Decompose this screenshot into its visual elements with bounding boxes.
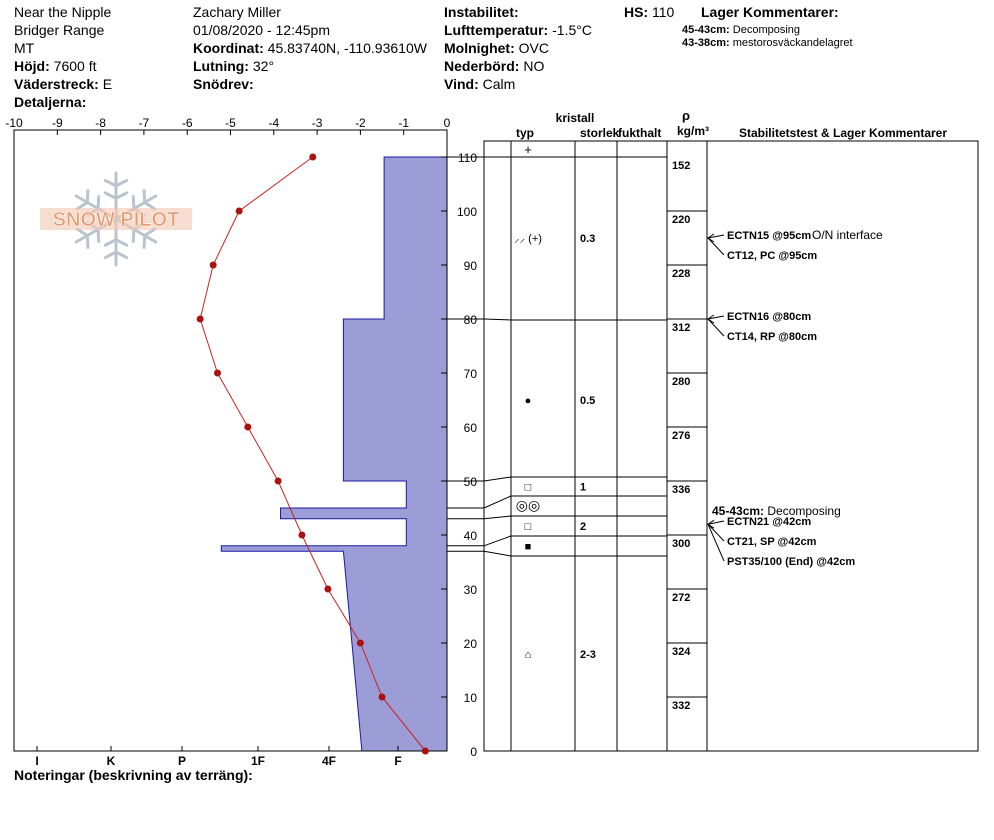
depth-tick-label: 20 [463, 637, 477, 651]
density-value: 152 [672, 160, 691, 172]
table-layer-comment: 45-43cm: Decomposing [712, 504, 841, 518]
temp-tick-label: -4 [268, 116, 280, 130]
elevation-value: 7600 ft [53, 58, 97, 74]
state-name: MT [14, 40, 35, 56]
grain-size-label: 1 [580, 481, 587, 494]
grain-type-surface: + [524, 142, 532, 157]
stability-arrow [708, 524, 724, 541]
stability-arrow [708, 524, 724, 561]
snowflake-branch [105, 252, 116, 257]
density-value: 324 [672, 646, 691, 658]
depth-tick-label: 0 [470, 745, 477, 759]
drift-label: Snödrev: [193, 76, 254, 92]
type-header: typ [516, 126, 534, 140]
slope-value: 32° [252, 58, 275, 74]
layer-comment-text: mestorosväckandelagret [732, 37, 853, 49]
notes-label: Noteringar (beskrivning av terräng): [14, 767, 253, 783]
grain-size-label: 0.3 [580, 233, 596, 245]
temperature-point [210, 262, 217, 269]
stability-test-label: CT12, PC @95cm [727, 250, 818, 262]
snowflake-branch [144, 236, 145, 248]
snowflake-branch [98, 197, 99, 209]
grain-size-label: 0.5 [580, 395, 596, 407]
depth-tick-label: 40 [463, 529, 477, 543]
hardness-tick-label: F [394, 754, 402, 768]
temp-tick-label: -7 [138, 116, 150, 130]
temperature-point [309, 154, 316, 161]
coordinate-value: 45.83740N, -110.93610W [267, 40, 427, 56]
density-value: 280 [672, 376, 691, 388]
snowflake-branch [116, 193, 127, 198]
temperature-point [236, 208, 243, 215]
depth-tick-label: 100 [456, 205, 477, 219]
temp-tick-label: -3 [311, 116, 323, 130]
snowflake-branch [77, 202, 87, 209]
grain-type-symbol: □ [524, 521, 532, 533]
observer-name: Zachary Miller [193, 4, 281, 20]
airtemp-value: -1.5°C [552, 22, 592, 38]
grain-type-symbol: ■ [524, 541, 532, 553]
stability-test-label: PST35/100 (End) @42cm [727, 556, 856, 568]
density-value: 220 [672, 214, 691, 226]
layer-comments-title: Lager Kommentarer: [701, 4, 839, 20]
hardness-tick-label: P [177, 754, 187, 768]
snowflake-branch [105, 240, 116, 245]
stability-arrow [708, 238, 724, 255]
temperature-point [197, 316, 204, 323]
temperature-point [214, 370, 221, 377]
sky-value: OVC [518, 40, 549, 56]
precip-label: Nederbörd: [444, 58, 520, 74]
stability-test-label: CT14, RP @80cm [727, 331, 818, 343]
depth-tick-label: 50 [463, 475, 477, 489]
stability-test-label: CT21, SP @42cm [727, 536, 817, 548]
stability-test-label: ECTN15 @95cm [727, 230, 812, 242]
temp-tick-label: -6 [181, 116, 193, 130]
hs-value: 110 [652, 4, 675, 20]
density-value: 312 [672, 322, 691, 334]
temperature-point [324, 586, 331, 593]
size-header: storlek [580, 126, 620, 140]
temperature-point [357, 640, 364, 647]
temp-tick-label: 0 [443, 116, 451, 130]
hs-label: HS: [624, 4, 649, 20]
aspect-label: Väderstreck: [14, 76, 99, 92]
density-value: 300 [672, 538, 691, 550]
hardness-profile [221, 157, 447, 751]
snowflake-branch [116, 252, 127, 257]
depth-tick-label: 90 [463, 259, 477, 273]
stability-arrow [708, 319, 724, 336]
temp-tick-label: -5 [225, 116, 236, 130]
layer-comment-range: 45-43cm: [682, 24, 730, 36]
snowflake-branch [98, 229, 99, 241]
crystal-header: kristall [555, 111, 595, 125]
temp-tick-label: -9 [51, 116, 63, 130]
temperature-point [298, 532, 305, 539]
snowflake-branch [105, 180, 116, 185]
snowflake-branch [87, 190, 88, 202]
hardness-tick-label: K [106, 754, 116, 768]
elevation-label: Höjd: [14, 58, 50, 74]
layer-comment-range: 43-38cm: [682, 37, 730, 49]
density-unit-header: kg/m³ [676, 124, 710, 138]
layer-boundary-connector [484, 496, 511, 508]
layer-boundary-connector [484, 551, 511, 556]
stability-test-label: ECTN21 @42cm [727, 516, 812, 528]
location-name: Near the Nipple [14, 4, 112, 20]
temp-tick-label: -1 [398, 116, 410, 130]
wind-value: Calm [482, 76, 516, 92]
depth-tick-label: 70 [463, 367, 477, 381]
instability-label: Instabilitet: [444, 4, 519, 20]
stability-test-note: O/N interface [812, 228, 883, 242]
hardness-tick-label: I [35, 754, 39, 768]
snowflake-branch [133, 197, 134, 209]
snowflake-branch [116, 180, 127, 185]
temperature-point [275, 478, 282, 485]
density-value: 336 [672, 484, 691, 496]
grain-type-symbol: □ [524, 481, 532, 494]
details-label: Detaljerna: [14, 94, 87, 110]
rho-header: ρ [681, 108, 691, 123]
temperature-point [244, 424, 251, 431]
stability-header: Stabilitetstest & Lager Kommentarer [738, 126, 948, 140]
depth-tick-label: 110 [457, 151, 477, 165]
snowflake-branch [105, 193, 116, 198]
temperature-point [422, 748, 429, 755]
temperature-point [379, 694, 386, 701]
range-name: Bridger Range [14, 22, 105, 38]
snowflake-branch [133, 229, 134, 241]
temp-tick-label: -8 [95, 116, 106, 130]
depth-tick-label: 60 [463, 421, 477, 435]
grain-type-symbol: ⸝⸝ (+) [514, 233, 542, 245]
temp-tick-label: -10 [5, 116, 23, 130]
depth-tick-label: 30 [463, 583, 477, 597]
coordinate-label: Koordinat: [193, 40, 264, 56]
layer-comment-text: Decomposing [732, 24, 801, 36]
layer-boundary-connector [484, 536, 511, 546]
snowpilot-logo [40, 173, 192, 265]
sky-label: Molnighet: [444, 40, 515, 56]
grain-size-label: 2-3 [580, 648, 596, 661]
watermark-text: SNOW PILOT [52, 209, 180, 231]
temp-tick-label: -2 [355, 116, 366, 130]
depth-tick-label: 10 [463, 691, 477, 705]
layer-boundary-connector [484, 477, 511, 481]
moisture-header: fukthalt [618, 126, 662, 140]
precip-value: NO [523, 58, 545, 74]
density-value: 272 [672, 592, 691, 604]
grain-type-symbol: ● [524, 395, 532, 407]
layer-boundary-connector [484, 319, 511, 320]
hardness-tick-label: 4F [321, 754, 337, 768]
snowflake-branch [145, 202, 155, 209]
density-value: 332 [672, 700, 691, 712]
airtemp-label: Lufttemperatur: [444, 22, 549, 38]
density-value: 276 [672, 430, 691, 442]
aspect-value: E [102, 76, 113, 92]
wind-label: Vind: [444, 76, 479, 92]
layer-boundary-connector [484, 516, 511, 519]
grain-type-symbol: ⌂ [524, 648, 532, 661]
slope-label: Lutning: [193, 58, 249, 74]
grain-type-symbol: ◎◎ [515, 497, 541, 513]
datetime: 01/08/2020 - 12:45pm [193, 22, 330, 38]
grain-size-label: 2 [580, 521, 587, 533]
stability-test-label: ECTN16 @80cm [727, 311, 812, 323]
hardness-tick-label: 1F [250, 754, 266, 768]
depth-tick-label: 80 [463, 313, 477, 327]
density-value: 228 [672, 268, 691, 280]
snowflake-branch [87, 236, 88, 248]
snowflake-branch [144, 190, 145, 202]
snowflake-branch [116, 240, 127, 245]
